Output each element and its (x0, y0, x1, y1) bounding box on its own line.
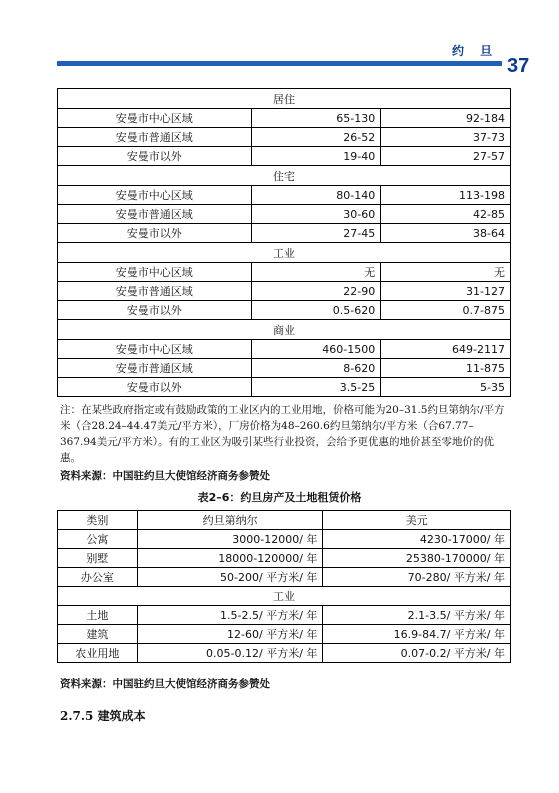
section-label: 商业 (58, 320, 511, 340)
table-row (58, 549, 511, 568)
row-jod: 3000-12000/ 年 (137, 530, 323, 549)
table-row (58, 530, 511, 549)
row-usd: 0.7-875 (381, 301, 511, 320)
table-row (58, 606, 511, 625)
table-row (58, 186, 511, 205)
row-usd: 4230-17000/ 年 (323, 530, 511, 549)
row-usd: 38-64 (381, 224, 511, 243)
row-usd: 0.07-0.2/ 平方米/ 年 (323, 644, 511, 663)
row-usd: 31-127 (381, 282, 511, 301)
row-usd: 113-198 (381, 186, 511, 205)
row-jod: 22-90 (251, 282, 381, 301)
row-usd: 27-57 (381, 147, 511, 166)
source-note-1: 资料来源：中国驻约旦大使馆经济商务参赞处 (60, 470, 270, 482)
row-area: 安曼市中心区域 (58, 263, 252, 282)
row-jod: 12-60/ 平方米/ 年 (137, 625, 323, 644)
row-area: 安曼市普通区域 (58, 282, 252, 301)
table-note: 注：在某些政府指定或有鼓励政策的工业区内的工业用地，价格可能为20–31.5约旦第纳尔/平方米（合28.24–44.47美元/平方米），厂房价格为48–260.6约旦第纳尔/平方米（合67.77–367.94美元/平方米）。有的工业区为吸引某些行业投资，会给予更优惠的地价甚至零地价的优惠。 (60, 404, 505, 464)
row-area: 安曼市普通区域 (58, 128, 252, 147)
table-row (58, 205, 511, 224)
row-jod: 1.5-2.5/ 平方米/ 年 (137, 606, 323, 625)
row-usd: 5-35 (381, 378, 511, 397)
row-category: 土地 (58, 606, 138, 625)
row-area: 安曼市以外 (58, 301, 252, 320)
row-area: 安曼市以外 (58, 378, 252, 397)
row-usd: 37-73 (381, 128, 511, 147)
row-usd: 70-280/ 平方米/ 年 (323, 568, 511, 587)
row-area: 安曼市中心区域 (58, 109, 252, 128)
table-row (58, 147, 511, 166)
section-label: 工业 (58, 587, 511, 606)
table-row (58, 224, 511, 243)
row-jod: 18000-120000/ 年 (137, 549, 323, 568)
row-area: 安曼市以外 (58, 224, 252, 243)
row-jod: 460-1500 (251, 340, 381, 359)
table-header-row (58, 511, 511, 530)
section-row (58, 166, 511, 186)
row-jod: 30-60 (251, 205, 381, 224)
page-number: 37 (507, 55, 530, 77)
row-usd: 16.9-84.7/ 平方米/ 年 (323, 625, 511, 644)
row-usd: 649-2117 (381, 340, 511, 359)
row-jod: 80-140 (251, 186, 381, 205)
source-note-2: 资料来源：中国驻约旦大使馆经济商务参赞处 (60, 678, 270, 690)
row-usd: 42-85 (381, 205, 511, 224)
table-row (58, 359, 511, 378)
row-jod: 50-200/ 平方米/ 年 (137, 568, 323, 587)
row-area: 安曼市中心区域 (58, 186, 252, 205)
row-area: 安曼市以外 (58, 147, 252, 166)
header-jod: 约旦第纳尔 (137, 511, 323, 530)
section-heading: 2.7.5 建筑成本 (60, 709, 146, 723)
row-usd: 25380-170000/ 年 (323, 549, 511, 568)
row-category: 别墅 (58, 549, 138, 568)
row-jod: 0.5-620 (251, 301, 381, 320)
section-row (58, 89, 511, 109)
table-row (58, 378, 511, 397)
table-row (58, 301, 511, 320)
row-usd: 92-184 (381, 109, 511, 128)
row-jod: 无 (251, 263, 381, 282)
section-label: 住宅 (58, 166, 511, 186)
table-row (58, 644, 511, 663)
table-row (58, 263, 511, 282)
row-jod: 8-620 (251, 359, 381, 378)
table-row (58, 128, 511, 147)
header-title: 约 旦 (452, 44, 499, 58)
row-jod: 27-45 (251, 224, 381, 243)
rent-price-table (57, 510, 511, 663)
row-category: 公寓 (58, 530, 138, 549)
table-row (58, 109, 511, 128)
row-category: 办公室 (58, 568, 138, 587)
section-label: 居住 (58, 89, 511, 109)
section-row (58, 243, 511, 263)
row-usd: 无 (381, 263, 511, 282)
table-row (58, 568, 511, 587)
row-area: 安曼市中心区域 (58, 340, 252, 359)
row-area: 安曼市普通区域 (58, 205, 252, 224)
section-label: 工业 (58, 243, 511, 263)
header-rule (57, 61, 502, 66)
row-category: 建筑 (58, 625, 138, 644)
row-jod: 19-40 (251, 147, 381, 166)
header-category: 类别 (58, 511, 138, 530)
row-jod: 26-52 (251, 128, 381, 147)
row-jod: 3.5-25 (251, 378, 381, 397)
row-category: 农业用地 (58, 644, 138, 663)
row-jod: 0.05-0.12/ 平方米/ 年 (137, 644, 323, 663)
land-price-table (57, 88, 511, 397)
table-row (58, 625, 511, 644)
section-row (58, 587, 511, 606)
table2-title: 表2–6：约旦房产及土地租赁价格 (197, 491, 362, 504)
header-usd: 美元 (323, 511, 511, 530)
row-area: 安曼市普通区域 (58, 359, 252, 378)
table-row (58, 340, 511, 359)
section-row (58, 320, 511, 340)
row-jod: 65-130 (251, 109, 381, 128)
table-row (58, 282, 511, 301)
row-usd: 2.1-3.5/ 平方米/ 年 (323, 606, 511, 625)
row-usd: 11-875 (381, 359, 511, 378)
